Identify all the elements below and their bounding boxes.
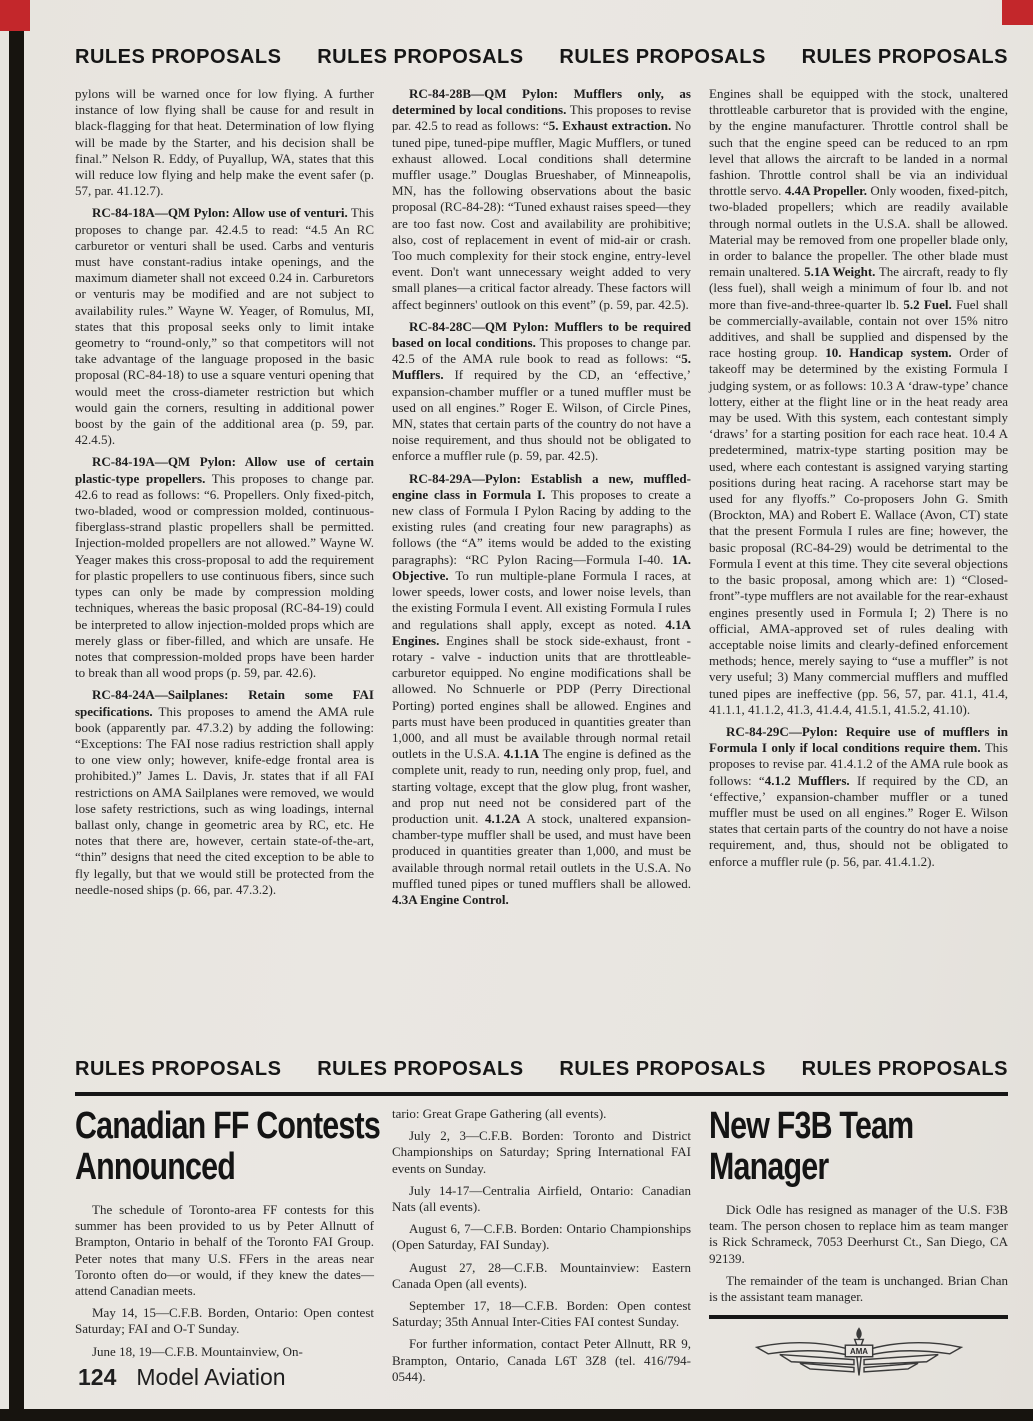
page-bottom-edge (0, 1409, 1033, 1421)
header-label: RULES PROPOSALS (75, 46, 282, 68)
paragraph: September 17, 18—C.F.B. Borden: Open contest Saturday; 35th Annual Inter-Cities FAI contest Sunday. (392, 1298, 691, 1330)
red-corner-mark-left (0, 0, 30, 31)
articles-section (75, 1106, 1008, 1391)
rules-column-1 (75, 86, 374, 1054)
rules-column-3 (709, 86, 1008, 1054)
paragraph: Engines shall be equipped with the stock, unaltered throttleable carburetor that is provided with the engine, by the engine manufacturer. Throttle control shall be such that the engine speed can be reduced to an rpm level that allows the aircraft to be landed in a normal fashion. Throttle control shall be via an individual throttle servo. 4.4A Propeller. Only wooden, fixed-pitch, two-bladed propellers; which are readily available through normal outlets in the U.S.A. shall be allowed. Material may be removed from one propeller blade only, in order to balance the propeller. The other blade must remain unaltered. 5.1A Weight. The aircraft, ready to fly (less fuel), shall weigh a minimum of four lb. and not more than five-and-three-quarter lb. 5.2 Fuel. Fuel shall be commercially-available, contain not over 15% nitro additives, and shall be supplied and dispensed by the race hosting group. 10. Handicap system. Order of takeoff may be determined by the existing Formula I judging system, or as follows: 10.3 A ‘draw-type’ chance lottery, either at the flight line or in the heat ready area may be used. With this system, each contestant simply ‘draws’ for a starting position for each race heat. 10.4 A predetermined, matrix-type starting position may be used, where each contestant is assigned varying starting positions during heat racing. A racehorse start may be used for any flyoffs.” Co-proposers John G. Smith (Brockton, MA) and Robert E. Wallace (Avon, CT) state that the present Formula I rules are fine; however, the basic proposal (RC-84-29) would be detrimental to the Formula I event at this time. They cite several objections to the basic proposal, among which are: 1) “Closed-front”-type mufflers are not available for the rear-exhaust engines presently used in Formula I; 2) There is no official, AMA-approved set of rules dealing with acceptable noise limits and clearly-defined enforcement methods; hence, merely saying to “use a muffler” is not very useful; 3) Many commercial mufflers and muffled tuned pipes are ineffective (pp. 56, 57, par. 41.1, 41.4, 41.1.1, 41.1.2, 41.3, 41.4.4, 41.5.1, 41.5.2, 41.10). (709, 86, 1008, 717)
paragraph: RC-84-28C—QM Pylon: Mufflers to be required based on local conditions. This proposes to change par. 42.5 of the AMA rule book to read as follows: “5. Mufflers. If required by the CD, an ‘effective,’ expansion-chamber muffler or a tuned muffler must be used on all engines.” Roger E. Wilson, of Circle Pines, MN, states that certain parts of the country do not have a noise requirement, and thus should not be obligated to enforce a muffler rule (p. 59, par. 42.5). (392, 318, 691, 464)
paragraph: RC-84-24A—Sailplanes: Retain some FAI specifications. This proposes to amend the AMA rule book (apparently par. 47.3.2) by adding the following: “Exceptions: The FAI nose radius restriction shall apply to one view only; however, knife-edge frontal area is prohibited.)” James L. Davis, Jr. states that if all FAI restrictions on AMA Sailplanes were removed, we would lose safety restrictions, such as wing loadings, internal ballast only, change in geometric area by RC, etc. He notes that there are, however, certain state-of-the-art, “thin” designs that need the cited exception to be able to fly legally, but that we would still be protected from the needle-nosed ships (p. 66, par. 47.3.2). (75, 687, 374, 897)
rules-column-2 (392, 86, 691, 1054)
paragraph: pylons will be warned once for low flying. A further instance of low flying shall be cause for and result in black-flagging for that heat. Determination of low flying will be made by the Starter, and his decision shall be final.” Nelson R. Eddy, of Puyallup, WA, states that this will reduce low flying and help make the event safer (p. 57, par. 41.12.7). (75, 86, 374, 199)
column-divider-rule (709, 1315, 1008, 1319)
page-footer (78, 1364, 286, 1391)
article-canadian-ff-contests (75, 1105, 380, 1391)
torch-flame (856, 1327, 861, 1339)
paragraph: August 27, 28—C.F.B. Mountainview: Eastern Canada Open (all events). (392, 1259, 691, 1291)
paragraph: The remainder of the team is unchanged. Brian Chan is the assistant team manager. (709, 1272, 1008, 1305)
paragraph: August 6, 7—C.F.B. Borden: Ontario Championships (Open Saturday, FAI Sunday). (392, 1221, 691, 1253)
paragraph: June 18, 19—C.F.B. Mountainview, On- (92, 1343, 303, 1359)
paragraph: July 14-17—Centralia Airfield, Ontario: Canadian Nats (all events). (392, 1182, 691, 1215)
paragraph: The schedule of Toronto-area FF contests for this summer has been provided to us by Peter Allnutt of Brampton, Ontario in behalf of the Toronto FAI Group. Peter notes that many U.S. FFers in the areas near Toronto often do—or would, if they knew the dates—attend Canadian meets. (75, 1202, 374, 1299)
header-label: RULES PROPOSALS (317, 46, 524, 68)
section-divider-rule (75, 1092, 1008, 1096)
header-label: RULES PROPOSALS (317, 1058, 524, 1080)
header-label: RULES PROPOSALS (801, 46, 1008, 68)
paragraph: July 2, 3—C.F.B. Borden: Toronto and District Championships on Saturday; Spring International FAI events on Sunday. (392, 1128, 691, 1176)
article-body (709, 1202, 1008, 1305)
rules-proposals-header-top (75, 46, 1008, 69)
paragraph: For further information, contact Peter Allnutt, RR 9, Brampton, Ontario, Canada L6T 3Z8 (tel. 416/794-0544). (392, 1336, 691, 1384)
article-title: New F3B Team Manager (709, 1105, 914, 1188)
paragraph: RC-84-18A—QM Pylon: Allow use of venturi. This proposes to change par. 42.4.5 to read: “4.5 An RC carburetor or venturi shall be used. Carbs and venturis must have constant-radius intake openings, and the maximum diameter shall not exceed 0.24 in. Carburetors or venturis may be modified and are not subject to availability rules.” Wayne W. Yeager, of Romulus, MI, states that this proposal seeks only to limit intake geometry to “round-only,” so that competitors will not take advantage of the language proposed in the basic proposal (RC-84-18) to use a square venturi opening that would meet the cross-diameter restriction but which would gain the corners, resulting in additional power boost by the gain of the additional area (p. 59, par. 42.4.5). (75, 205, 374, 448)
svg-text:AMA: AMA (849, 1347, 868, 1357)
article-title: Canadian FF Contests Announced (75, 1105, 380, 1188)
paragraph: RC-84-19A—QM Pylon: Allow use of certain plastic-type propellers. This proposes to change par. 42.6 to read as follows: “6. Propellers. Only fixed-pitch, two-bladed, wood or compression molded, continuous-fiberglass-strand plastic propellers shall be permitted. Injection-molded propellers are not allowed.” Wayne W. Yeager makes this cross-proposal to add the requirement for plastic propellers to use continuous fibers, since such types can only be made by compression molding techniques, whereas the basic proposal (RC-84-19) could be interpreted to allow injection-molded props which are merely glass or fiber-filled, and which are unsafe. He notes that compression-molded props have been harder to break than all wood props (p. 59, par. 42.6). (75, 454, 375, 681)
rules-proposals-header-bottom (75, 1058, 1008, 1081)
paragraph: RC-84-28B—QM Pylon: Mufflers only, as determined by local conditions. This proposes to revise par. 42.5 to read as follows: “5. Exhaust extraction. No tuned pipe, tuned-pipe muffler, Magic Mufflers, or tuned exhaust allowed. Local conditions shall determine muffler usage.” Douglas Brueshaber, of Minneapolis, MN, has the following observations about the basic proposal (RC-84-28): “Tuned exhaust raises speed—they are too fast now. Cost and availability are prohibitive; also, cost of replacement in event of mid-air or crash. Too much complexity for their stock engine, entry-level event. Don't want unnecessary weight added to very small planes—a critical factor already. These factors will affect beginners' outlook on this event” (p. 59, par. 42.5). (392, 86, 691, 312)
paragraph: tario: Great Grape Gathering (all events). (392, 1106, 607, 1121)
header-label: RULES PROPOSALS (559, 46, 766, 68)
header-label: RULES PROPOSALS (801, 1058, 1008, 1080)
paragraph: May 14, 15—C.F.B. Borden, Ontario: Open contest Saturday; FAI and O-T Sunday. (75, 1305, 374, 1337)
page-gutter-edge (9, 0, 24, 1421)
ama-wings-logo (751, 1325, 967, 1387)
article-body (75, 1202, 374, 1360)
rules-body (75, 86, 1008, 1054)
article-new-f3b-team-manager (709, 1106, 1008, 1391)
header-label: RULES PROPOSALS (559, 1058, 766, 1080)
paragraph: RC-84-29C—Pylon: Require use of mufflers in Formula I only if local conditions require them. This proposes to revise par. 41.4.1.2 of the AMA rule book as follows: “4.1.2 Mufflers. If required by the CD, an ‘effective,’ expansion-chamber muffler or a tuned muffler must be used on all engines.” Roger E. Wilson states that certain parts of the country do not have a noise requirement, and, thus, should not be obligated to enforce a muffler rule (p. 56, par. 41.4.1.2). (709, 723, 1008, 869)
magazine-title: Model Aviation (136, 1364, 286, 1390)
red-corner-mark-right (1002, 0, 1033, 25)
paragraph: Dick Odle has resigned as manager of the U.S. F3B team. The person chosen to replace him as team manger is Rick Schrameck, 7053 Deerhurst Ct., San Diego, CA 92139. (709, 1202, 1008, 1266)
article-schedule-continued (392, 1106, 691, 1391)
header-label: RULES PROPOSALS (75, 1058, 282, 1080)
page-number: 124 (78, 1364, 117, 1390)
paragraph: RC-84-29A—Pylon: Establish a new, muffled-engine class in Formula I. This proposes to create a new class of Formula I Pylon Racing by adding to the existing rules (and creating four new paragraphs) as follows (the “A” items would be added to the existing paragraphs): “RC Pylon Racing—Formula I-40. 1A. Objective. To run multiple-plane Formula I races, at lower speeds, lower costs, and lower noise levels, than the existing Formula I event. All existing Formula I rules and regulations shall apply, except as noted. 4.1A Engines. Engines shall be stock side-exhaust, front - rotary - valve - induction units that are throttleable-carburetor equipped. No engine modifications shall be allowed. No Schnuerle or PDP (Perry Directional Porting) ported engines shall be allowed. Engines and parts must have been produced in quantities greater than 1,000, and all must be available through normal retail outlets in the U.S.A. 4.1.1A The engine is defined as the complete unit, ready to run, needing only prop, fuel, and starting voltage, except that the glow plug, front washer, and prop nut need not be considered part of the production unit. 4.1.2A A stock, unaltered expansion-chamber-type muffler shall be used, and must have been produced in quantities greater than 1,000, and must be available through normal retail outlets in the U.S.A. No muffled tuned pipes or tuned mufflers shall be allowed. 4.3A Engine Control. (392, 470, 691, 907)
